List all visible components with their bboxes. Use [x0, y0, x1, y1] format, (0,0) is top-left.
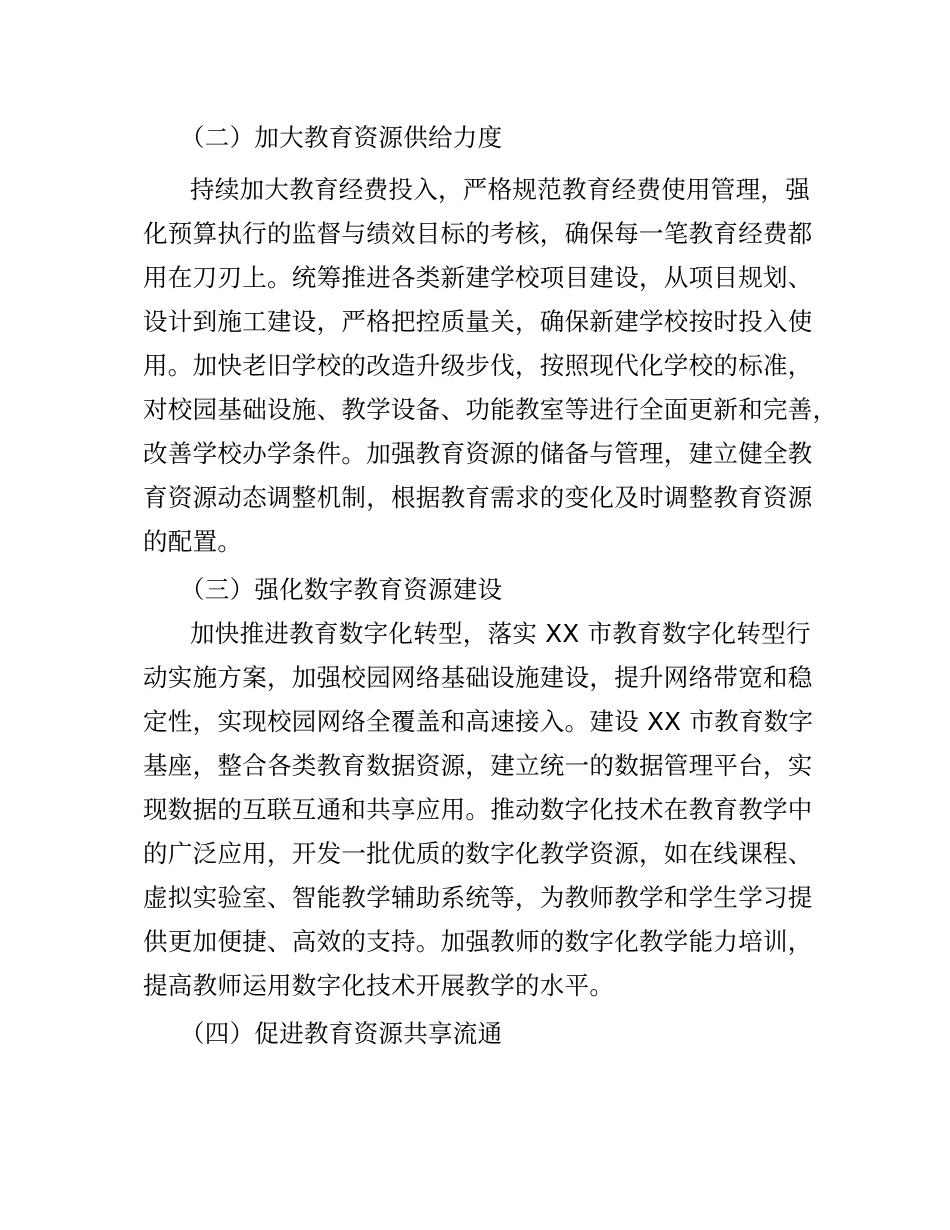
paragraph-line: 持续加大教育经费投入，严格规范教育经费使用管理，强 [190, 175, 810, 204]
paragraph-line: 育资源动态调整机制，根据教育需求的变化及时调整教育资源 [143, 483, 813, 512]
paragraph-line: 加快推进教育数字化转型，落实 XX 市教育数字化转型行 [190, 619, 811, 648]
paragraph-line: 定性，实现校园网络全覆盖和高速接入。建设 XX 市教育数字 [143, 707, 814, 736]
section-heading: （三）强化数字教育资源建设 [180, 575, 503, 604]
paragraph-line: 动实施方案，加强校园网络基础设施建设，提升网络带宽和稳 [143, 663, 813, 692]
paragraph-line: 虚拟实验室、智能教学辅助系统等，为教师教学和学生学习提 [143, 883, 813, 912]
paragraph-line: 设计到施工建设，严格把控质量关，确保新建学校按时投入使 [143, 307, 813, 336]
paragraph-line: 现数据的互联互通和共享应用。推动数字化技术在教育教学中 [143, 795, 813, 824]
paragraph-line: 对校园基础设施、教学设备、功能教室等进行全面更新和完善， [143, 395, 838, 424]
paragraph-line: 供更加便捷、高效的支持。加强教师的数字化教学能力培训， [143, 927, 813, 956]
paragraph-line: 基座，整合各类教育数据资源，建立统一的数据管理平台，实 [143, 751, 813, 780]
section-heading: （四）促进教育资源共享流通 [180, 1019, 503, 1048]
paragraph-line: 化预算执行的监督与绩效目标的考核，确保每一笔教育经费都 [143, 219, 813, 248]
paragraph-line: 用。加快老旧学校的改造升级步伐，按照现代化学校的标准， [143, 351, 813, 380]
section-heading: （二）加大教育资源供给力度 [180, 123, 503, 152]
paragraph-line: 用在刀刃上。统筹推进各类新建学校项目建设，从项目规划、 [143, 263, 813, 292]
paragraph-line: 的配置。 [143, 527, 243, 556]
paragraph-line: 改善学校办学条件。加强教育资源的储备与管理，建立健全教 [143, 439, 813, 468]
paragraph-line: 提高教师运用数字化技术开展教学的水平。 [143, 971, 615, 1000]
paragraph-line: 的广泛应用，开发一批优质的数字化教学资源，如在线课程、 [143, 839, 813, 868]
